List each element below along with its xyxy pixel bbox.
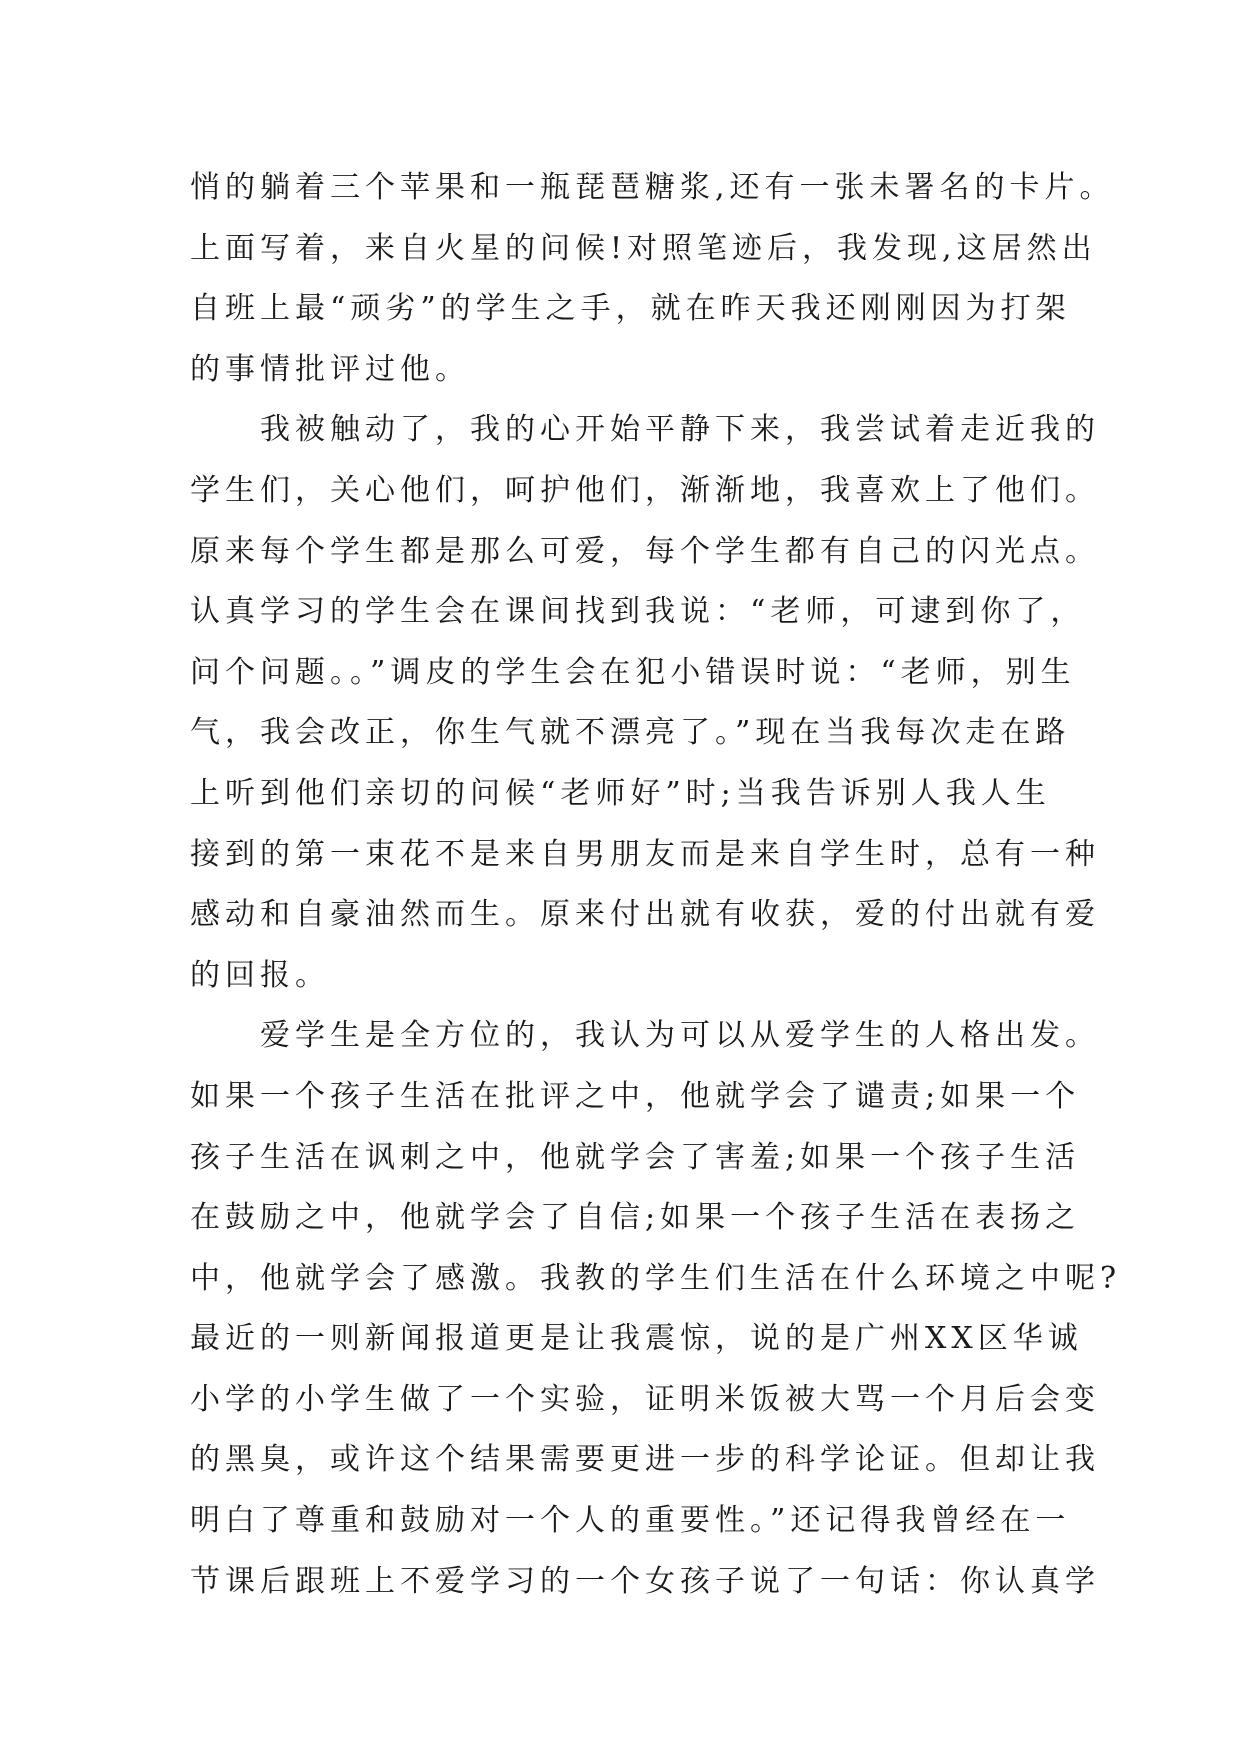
text-line: 明白了尊重和鼓励对一个人的重要性。”还记得我曾经在一 [190, 1503, 1071, 1539]
text-line: 自班上最“顽劣”的学生之手，就在昨天我还刚刚因为打架 [190, 291, 1071, 327]
text-line: 小学的小学生做了一个实验，证明米饭被大骂一个月后会变 [190, 1381, 1100, 1417]
text-line: 爱学生是全方位的，我认为可以从爱学生的人格出发。 [190, 1018, 1100, 1054]
text-line: 如果一个孩子生活在批评之中，他就学会了谴责;如果一个 [190, 1078, 1081, 1114]
text-line: 节课后跟班上不爱学习的一个女孩子说了一句话：你认真学 [190, 1563, 1100, 1599]
text-line: 问个问题。。”调皮的学生会在犯小错误时说：“老师，别生 [190, 654, 1076, 690]
text-line: 的事情批评过他。 [190, 351, 470, 387]
text-line: 上面写着，来自火星的问候!对照笔迹后，我发现,这居然出 [190, 230, 1097, 266]
text-line: 上听到他们亲切的问候“老师好”时;当我告诉别人我人生 [190, 775, 1051, 811]
body-text [190, 158, 1190, 1612]
text-line: 学生们，关心他们，呵护他们，渐渐地，我喜欢上了他们。 [190, 472, 1100, 508]
text-line: 认真学习的学生会在课间找到我说：“老师，可逮到你了， [190, 594, 1086, 630]
text-line: 感动和自豪油然而生。原来付出就有收获，爱的付出就有爱 [190, 897, 1100, 933]
text-line: 在鼓励之中，他就学会了自信;如果一个孩子生活在表扬之 [190, 1200, 1081, 1236]
text-line: 我被触动了，我的心开始平静下来，我尝试着走近我的 [190, 412, 1100, 448]
text-line: 的回报。 [190, 957, 330, 993]
text-line: 的黑臭，或许这个结果需要更进一步的科学论证。但却让我 [190, 1442, 1100, 1478]
text-line: 孩子生活在讽刺之中，他就学会了害羞;如果一个孩子生活 [190, 1139, 1081, 1175]
text-line: 中，他就学会了感激。我教的学生们生活在什么环境之中呢? [190, 1260, 1122, 1296]
text-line: 接到的第一束花不是来自男朋友而是来自学生时，总有一种 [190, 836, 1100, 872]
text-line: 气，我会改正，你生气就不漂亮了。”现在当我每次走在路 [190, 715, 1071, 751]
text-line: 悄的躺着三个苹果和一瓶琵琶糖浆,还有一张未署名的卡片。 [190, 170, 1115, 205]
text-line: 原来每个学生都是那么可爱，每个学生都有自己的闪光点。 [190, 533, 1100, 569]
text-line: 最近的一则新闻报道更是让我震惊，说的是广州XX区华诚 [190, 1321, 1083, 1357]
